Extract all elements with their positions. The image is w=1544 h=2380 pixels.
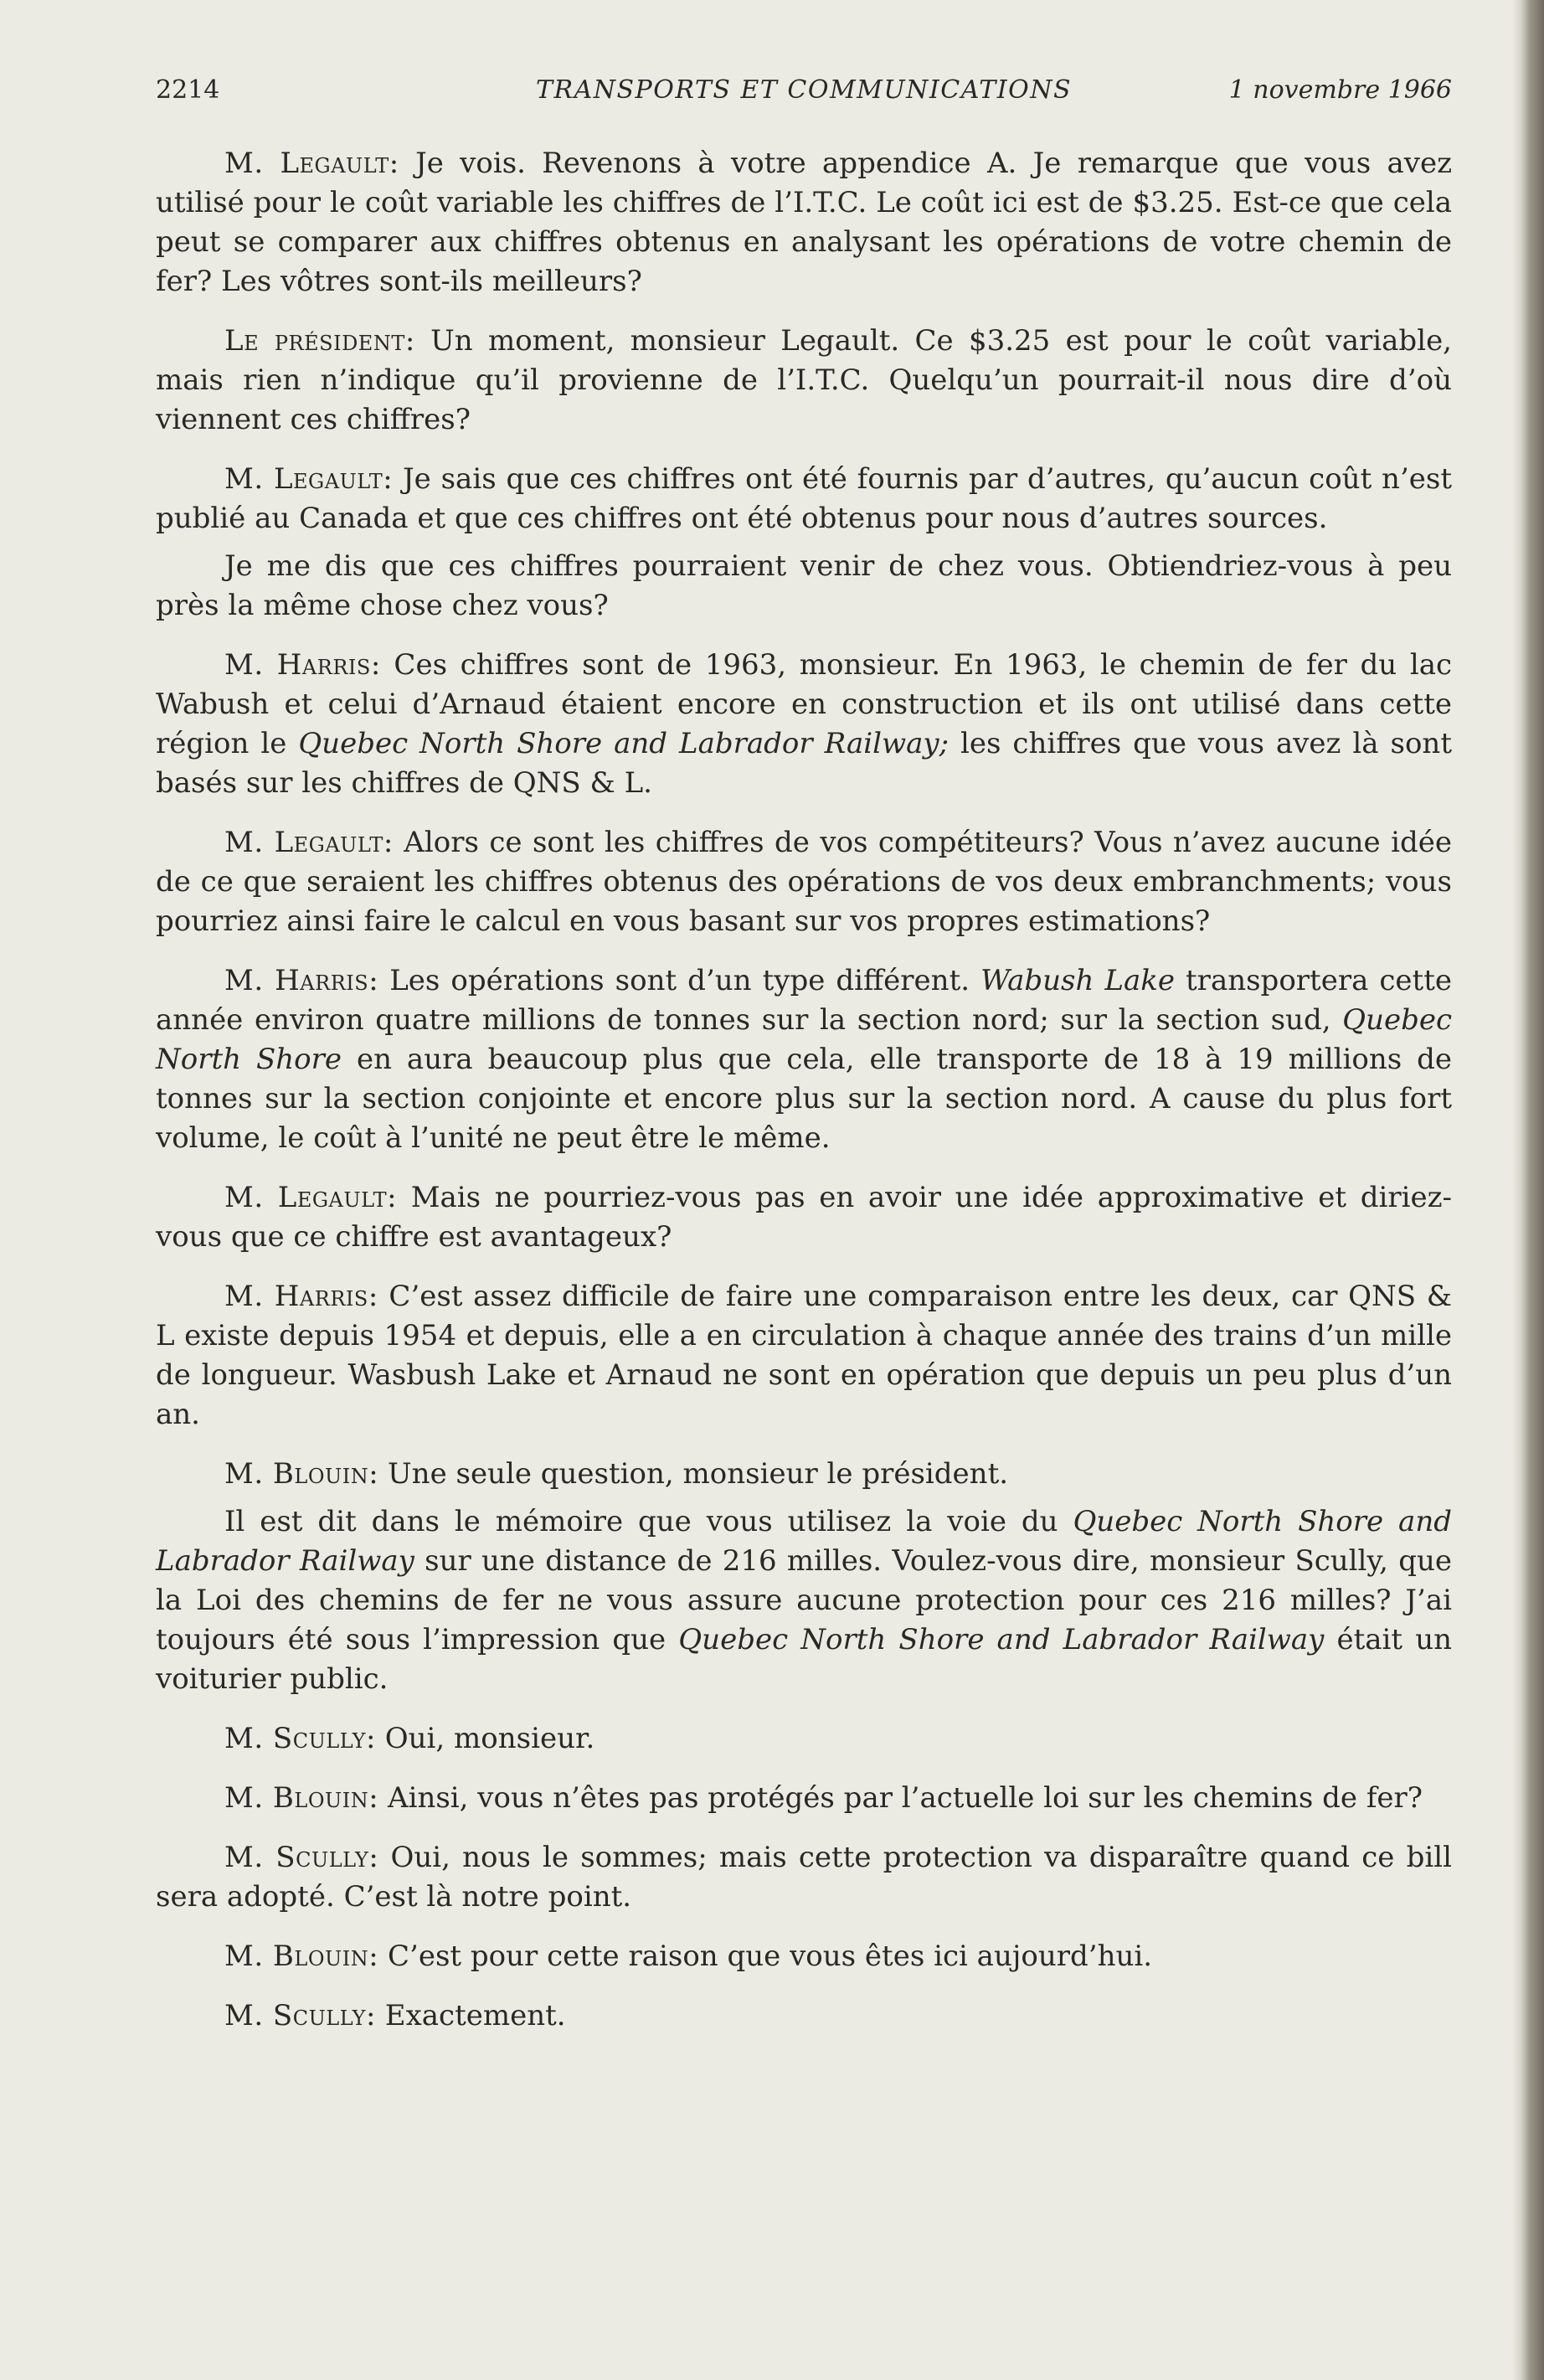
speaker-name: M. Blouin:: [224, 1940, 379, 1973]
speaker-name: M. Legault:: [224, 462, 394, 496]
paragraph-text: sur une distance de 216 milles. Voulez-vous dire, monsieur Scully, que la Loi des chemins de fer ne vous assure aucune protection pour ces 216 milles? J’ai toujours été sous l’impression que: [156, 1544, 1452, 1656]
transcript-paragraph: [156, 1455, 1452, 1494]
transcript-paragraph: [156, 646, 1452, 803]
transcript-paragraph: [156, 460, 1452, 538]
paragraph-text: Exactement.: [375, 1999, 566, 2032]
header-date: 1 novembre 1966: [1228, 75, 1452, 105]
speaker-name: M. Harris:: [224, 964, 379, 997]
paragraph-text: C’est pour cette raison que vous êtes ici aujourd’hui.: [378, 1940, 1153, 1973]
page-binding-shadow: [1512, 0, 1521, 2380]
speaker-name: M. Scully:: [224, 1999, 376, 2032]
transcript-paragraph: [156, 1502, 1452, 1699]
paragraph-text: en aura beaucoup plus que cela, elle transporte de 18 à 19 millions de tonnes sur la section conjointe et encore plus sur la section nord. A cause du plus fort volume, le coût à l’unité ne peut être le même.: [156, 1043, 1452, 1155]
transcript-paragraph: [156, 144, 1452, 301]
paragraph-text: Alors ce sont les chiffres de vos compétiteurs? Vous n’avez aucune idée de ce que seraient les chiffres obtenus des opérations de vos deux embranchments; vous pourriez ainsi faire le calcul en vous basant sur vos propres estimations?: [156, 826, 1452, 938]
paragraph-text: Oui, monsieur.: [375, 1722, 595, 1755]
transcript-paragraph: [156, 1838, 1452, 1917]
speaker-name: M. Legault:: [224, 1181, 398, 1214]
speaker-name: M. Harris:: [224, 1280, 378, 1313]
paragraph-text: Les opérations sont d’un type différent.: [378, 964, 981, 997]
transcript-paragraph: [156, 1779, 1452, 1818]
transcript-body: [156, 144, 1452, 2056]
italic-text: Wabush Lake: [980, 964, 1175, 997]
transcript-paragraph: [156, 823, 1452, 941]
paragraph-text: Il est dit dans le mémoire que vous utilisez la voie du: [224, 1505, 1073, 1538]
transcript-paragraph: [156, 961, 1452, 1158]
speaker-name: M. Harris:: [224, 648, 381, 682]
page-number: 2214: [156, 75, 220, 105]
speaker-name: M. Blouin:: [224, 1457, 379, 1491]
paragraph-text: Ainsi, vous n’êtes pas protégés par l’actuelle loi sur les chemins de fer?: [378, 1781, 1423, 1815]
running-title: TRANSPORTS ET COMMUNICATIONS: [535, 75, 1073, 105]
italic-text: Quebec North Shore and Labrador Railway: [156, 1505, 1452, 1578]
italic-text: Quebec North Shore and Labrador Railway;: [298, 727, 950, 760]
italic-text: Quebec North Shore and Labrador Railway: [678, 1623, 1325, 1656]
paragraph-text: Je vois. Revenons à votre appendice A. Je remarque que vous avez utilisé pour le coût variable les chiffres de l’I.T.C. Le coût ici est de $3.25. Est-ce que cela peut se comparer aux chiffres obtenus en analysant les opérations de votre chemin de fer? Les vôtres sont-ils meilleurs?: [156, 147, 1452, 298]
speaker-name: M. Legault:: [224, 147, 399, 180]
transcript-paragraph: [156, 1277, 1452, 1435]
transcript-paragraph: [156, 547, 1452, 626]
transcript-paragraph: [156, 322, 1452, 440]
paragraph-text: Je sais que ces chiffres ont été fournis par d’autres, qu’aucun coût n’est publié au Canada et que ces chiffres ont été obtenus pour nous d’autres sources.: [156, 462, 1452, 535]
page-edge: [1521, 0, 1544, 2380]
italic-text: Quebec North Shore: [156, 1003, 1452, 1076]
speaker-name: M. Legault:: [224, 826, 394, 859]
paragraph-text: C’est assez difficile de faire une comparaison entre les deux, car QNS & L existe depuis 1954 et depuis, elle a en circulation à chaque année des trains d’un mille de longueur. Wasbush Lake et Arnaud ne sont en opération que depuis un peu plus d’un an.: [156, 1280, 1452, 1431]
speaker-name: M. Scully:: [224, 1722, 376, 1755]
paragraph-text: Un moment, monsieur Legault. Ce $3.25 est pour le coût variable, mais rien n’indique qu’il provienne de l’I.T.C. Quelqu’un pourrait-il nous dire d’où viennent ces chiffres?: [156, 324, 1452, 436]
paragraph-text: Une seule question, monsieur le président.: [378, 1457, 1009, 1491]
speaker-name: Le président:: [224, 324, 415, 358]
transcript-paragraph: [156, 1178, 1452, 1257]
transcript-paragraph: [156, 1996, 1452, 2036]
paragraph-text: était un voiturier public.: [156, 1623, 1452, 1696]
paragraph-text: transportera cette année environ quatre millions de tonnes sur la section nord; sur la section sud,: [156, 964, 1453, 1037]
speaker-name: M. Blouin:: [224, 1781, 379, 1815]
paragraph-text: Oui, nous le sommes; mais cette protection va disparaître quand ce bill sera adopté. C’est là notre point.: [156, 1841, 1452, 1914]
paragraph-text: Je me dis que ces chiffres pourraient venir de chez vous. Obtiendriez-vous à peu près la même chose chez vous?: [156, 549, 1452, 622]
page-header: [156, 75, 1452, 112]
transcript-paragraph: [156, 1937, 1452, 1976]
paragraph-text: les chiffres que vous avez là sont basés sur les chiffres de QNS & L.: [156, 727, 1452, 800]
speaker-name: M. Scully:: [224, 1841, 379, 1874]
paragraph-text: Ces chiffres sont de 1963, monsieur. En 1963, le chemin de fer du lac Wabush et celui d’Arnaud étaient encore en construction et ils ont utilisé dans cette région le: [156, 648, 1453, 760]
paragraph-text: Mais ne pourriez-vous pas en avoir une idée approximative et diriez-vous que ce chiffre est avantageux?: [156, 1181, 1453, 1254]
transcript-paragraph: [156, 1719, 1452, 1759]
